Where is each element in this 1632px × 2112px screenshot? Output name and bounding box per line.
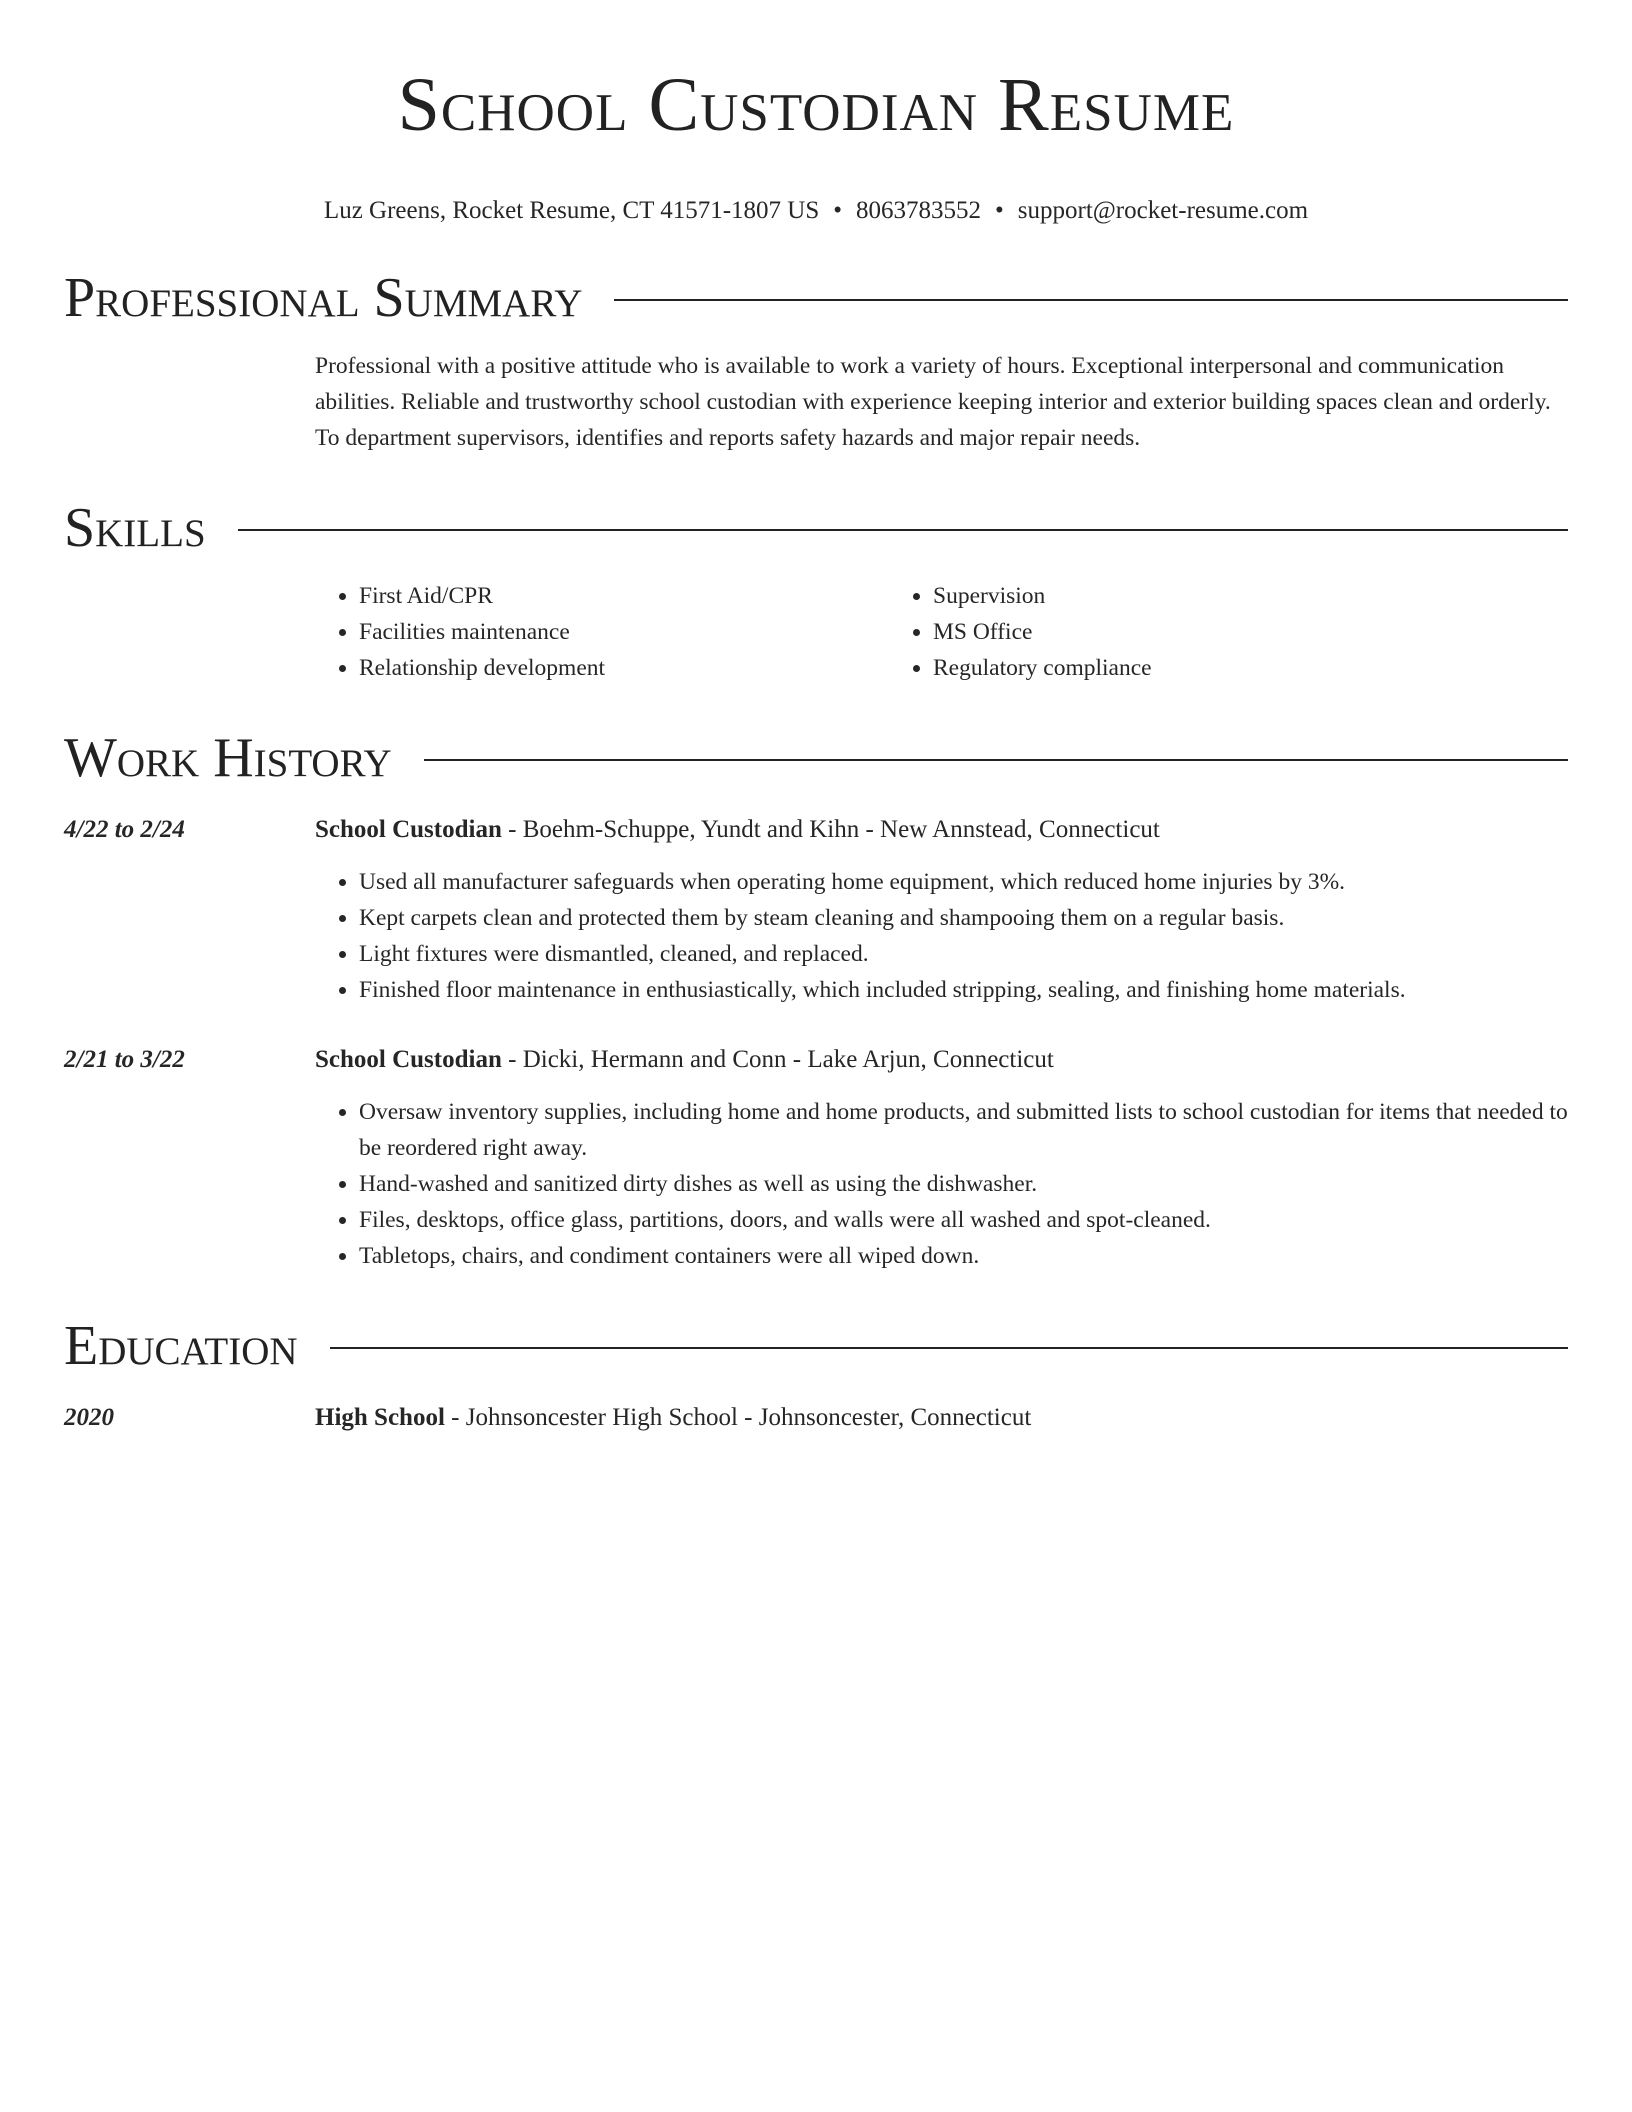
contact-separator: • xyxy=(833,197,842,224)
job-role: School Custodian xyxy=(315,1046,502,1073)
skills-section-header xyxy=(64,498,1568,558)
contact-phone: 8063783552 xyxy=(856,197,981,224)
job-dates: 4/22 to 2/24 xyxy=(64,816,185,843)
job-entry xyxy=(64,812,1568,848)
job-bullet: • Light fixtures were dismantled, cleaned, and replaced. xyxy=(359,936,1568,972)
job-header xyxy=(315,1042,1568,1078)
contact-email: support@rocket-resume.com xyxy=(1017,197,1309,224)
skills-column-left xyxy=(315,578,889,686)
resume-title: School Custodian Resume xyxy=(397,63,1235,147)
skill-item: • Relationship development xyxy=(359,650,889,686)
skills-column-right xyxy=(889,578,1463,686)
summary-section-header xyxy=(64,268,1568,328)
job-role: School Custodian xyxy=(315,816,502,843)
job-bullet: • Used all manufacturer safeguards when operating home equipment, which reduced home injuries by 3%. xyxy=(359,864,1568,900)
summary-text: Professional with a positive attitude who is available to work a variety of hours. Exceptional interpersonal and communication abilities. Reliable and trustworthy school custodian with experience keeping interior and exterior building spaces clean and orderly. To department supervisors, identifies and reports safety hazards and major repair needs. xyxy=(315,353,1551,451)
section-divider xyxy=(330,1347,1568,1349)
summary-heading: Professional Summary xyxy=(64,267,583,329)
skill-item: • Regulatory compliance xyxy=(933,650,1463,686)
education-section-header xyxy=(64,1316,1568,1376)
contact-separator: • xyxy=(995,197,1004,224)
work-section-header xyxy=(64,728,1568,788)
education-entry xyxy=(64,1400,1568,1436)
job-employer: - Boehm-Schuppe, Yundt and Kihn - New Annstead, Connecticut xyxy=(501,816,1160,843)
job-bullet: • Files, desktops, office glass, partitions, doors, and walls were all washed and spot-cleaned. xyxy=(359,1202,1568,1238)
education-heading: Education xyxy=(64,1315,298,1377)
work-heading: Work History xyxy=(64,727,392,789)
job-entry xyxy=(64,1042,1568,1078)
section-divider xyxy=(424,759,1568,761)
job-bullet: • Kept carpets clean and protected them by steam cleaning and shampooing them on a regular basis. xyxy=(359,900,1568,936)
job-bullet: • Tabletops, chairs, and condiment containers were all wiped down. xyxy=(359,1238,1568,1274)
job-employer: - Dicki, Hermann and Conn - Lake Arjun, Connecticut xyxy=(501,1046,1054,1073)
skill-item: • Supervision xyxy=(933,578,1463,614)
section-divider xyxy=(614,299,1568,301)
education-header xyxy=(315,1400,1568,1436)
job-bullet: • Oversaw inventory supplies, including home and home products, and submitted lists to school custodian for items that needed to be reordered right away. xyxy=(359,1094,1568,1166)
job-dates: 2/21 to 3/22 xyxy=(64,1046,185,1073)
education-school: - Johnsoncester High School - Johnsoncester, Connecticut xyxy=(444,1404,1032,1431)
job-header xyxy=(315,812,1568,848)
job-bullet: • Hand-washed and sanitized dirty dishes as well as using the dishwasher. xyxy=(359,1166,1568,1202)
contact-line xyxy=(64,196,1568,226)
skills-list xyxy=(315,578,1568,686)
job-bullets xyxy=(315,1094,1568,1274)
skill-item: • MS Office xyxy=(933,614,1463,650)
section-divider xyxy=(238,529,1568,531)
education-year: 2020 xyxy=(64,1404,114,1431)
skill-item: • Facilities maintenance xyxy=(359,614,889,650)
education-degree: High School xyxy=(315,1404,445,1431)
skill-item: • First Aid/CPR xyxy=(359,578,889,614)
job-bullets xyxy=(315,864,1568,1008)
skills-heading: Skills xyxy=(64,497,206,559)
job-bullet: • Finished floor maintenance in enthusiastically, which included stripping, sealing, and finishing home materials. xyxy=(359,972,1568,1008)
contact-address: Luz Greens, Rocket Resume, CT 41571-1807 US xyxy=(323,197,820,224)
